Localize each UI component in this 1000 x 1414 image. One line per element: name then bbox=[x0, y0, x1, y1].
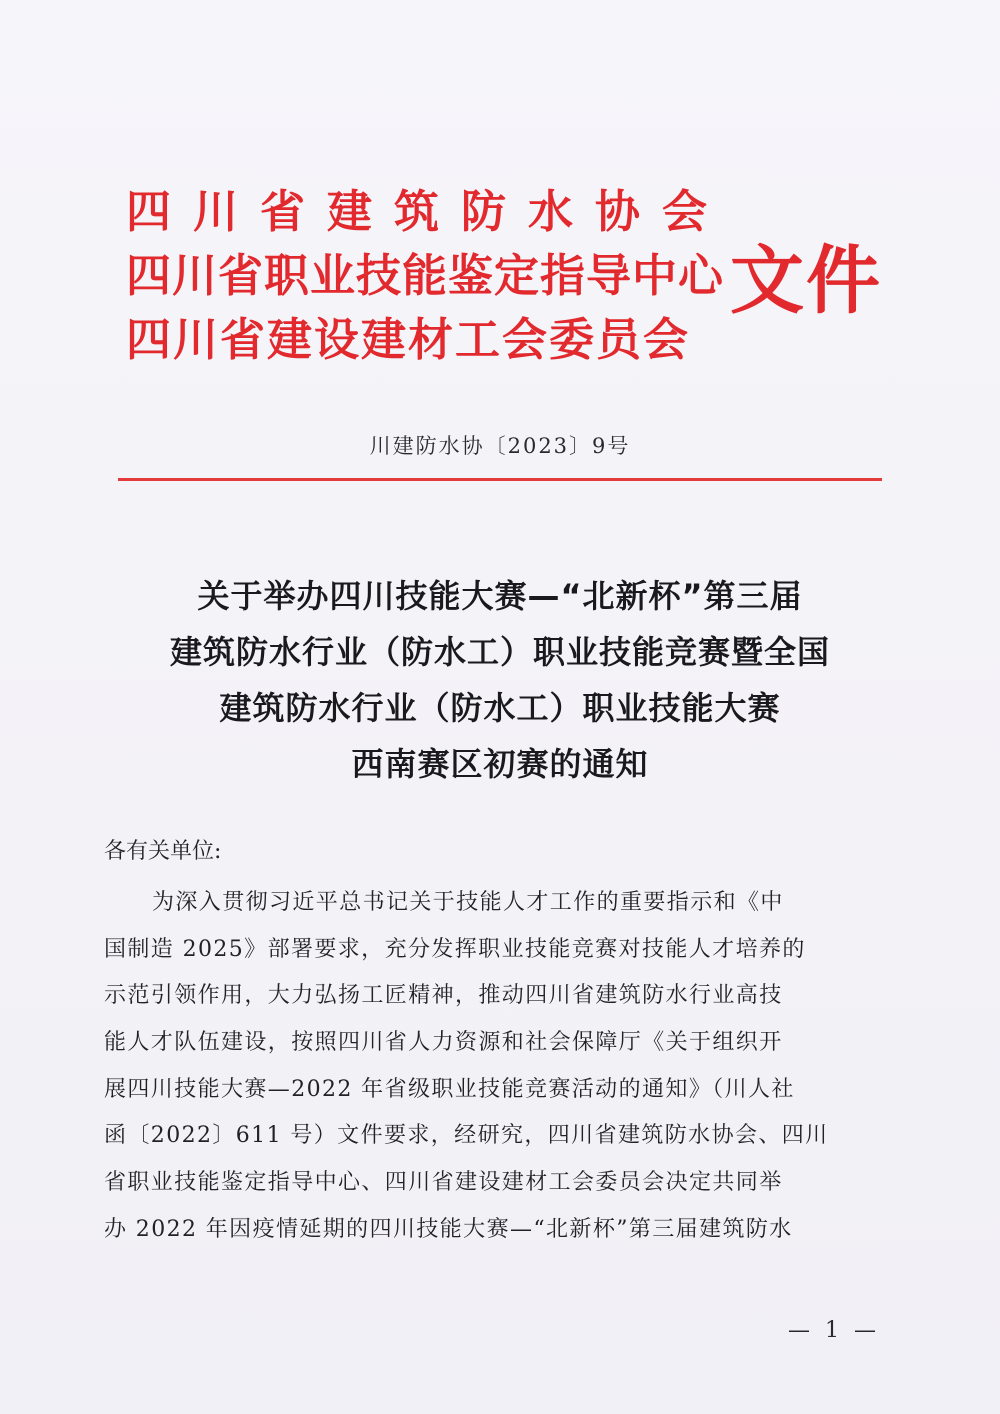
title-line: 西南赛区初赛的通知 bbox=[351, 745, 649, 783]
body-line: 为深入贯彻习近平总书记关于技能人才工作的重要指示和《中 bbox=[152, 890, 784, 915]
organization-name: 四川省职业技能鉴定指导中心 bbox=[126, 249, 725, 302]
body-line: 办 2022 年因疫情延期的四川技能大赛—“北新杯”第三届建筑防水 bbox=[104, 1216, 793, 1242]
body-line: 展四川技能大赛—2022 年省级职业技能竞赛活动的通知》（川人社 bbox=[104, 1076, 795, 1102]
body-line: 国制造 2025》部署要求，充分发挥职业技能竞赛对技能人才培养的 bbox=[104, 936, 806, 962]
body-line: 函〔2022〕611 号）文件要求，经研究，四川省建筑防水协会、四川 bbox=[104, 1123, 829, 1149]
salutation: 各有关单位: bbox=[104, 839, 222, 864]
page-number: — 1 — bbox=[788, 1318, 880, 1343]
organization-name: 四川省建筑防水协会 bbox=[126, 185, 730, 238]
body-paragraph bbox=[104, 880, 874, 1254]
red-divider bbox=[118, 478, 882, 481]
title-line: 建筑防水行业（防水工）职业技能大赛 bbox=[219, 689, 781, 727]
document-number: 川建防水协〔2023〕9号 bbox=[369, 434, 631, 458]
document-label: 文件 bbox=[730, 238, 882, 324]
organization-name: 四川省建设建材工会委员会 bbox=[126, 313, 691, 366]
title-line: 关于举办四川技能大赛—“北新杯”第三届 bbox=[197, 577, 803, 615]
body-line: 省职业技能鉴定指导中心、四川省建设建材工会委员会决定共同举 bbox=[104, 1170, 783, 1196]
body-line: 能人才队伍建设，按照四川省人力资源和社会保障厅《关于组织开 bbox=[104, 1030, 783, 1056]
issuing-organizations bbox=[126, 180, 730, 372]
title-line: 建筑防水行业（防水工）职业技能竞赛暨全国 bbox=[169, 633, 830, 671]
document-title bbox=[60, 568, 940, 792]
body-line: 示范引领作用，大力弘扬工匠精神，推动四川省建筑防水行业高技 bbox=[104, 983, 783, 1009]
